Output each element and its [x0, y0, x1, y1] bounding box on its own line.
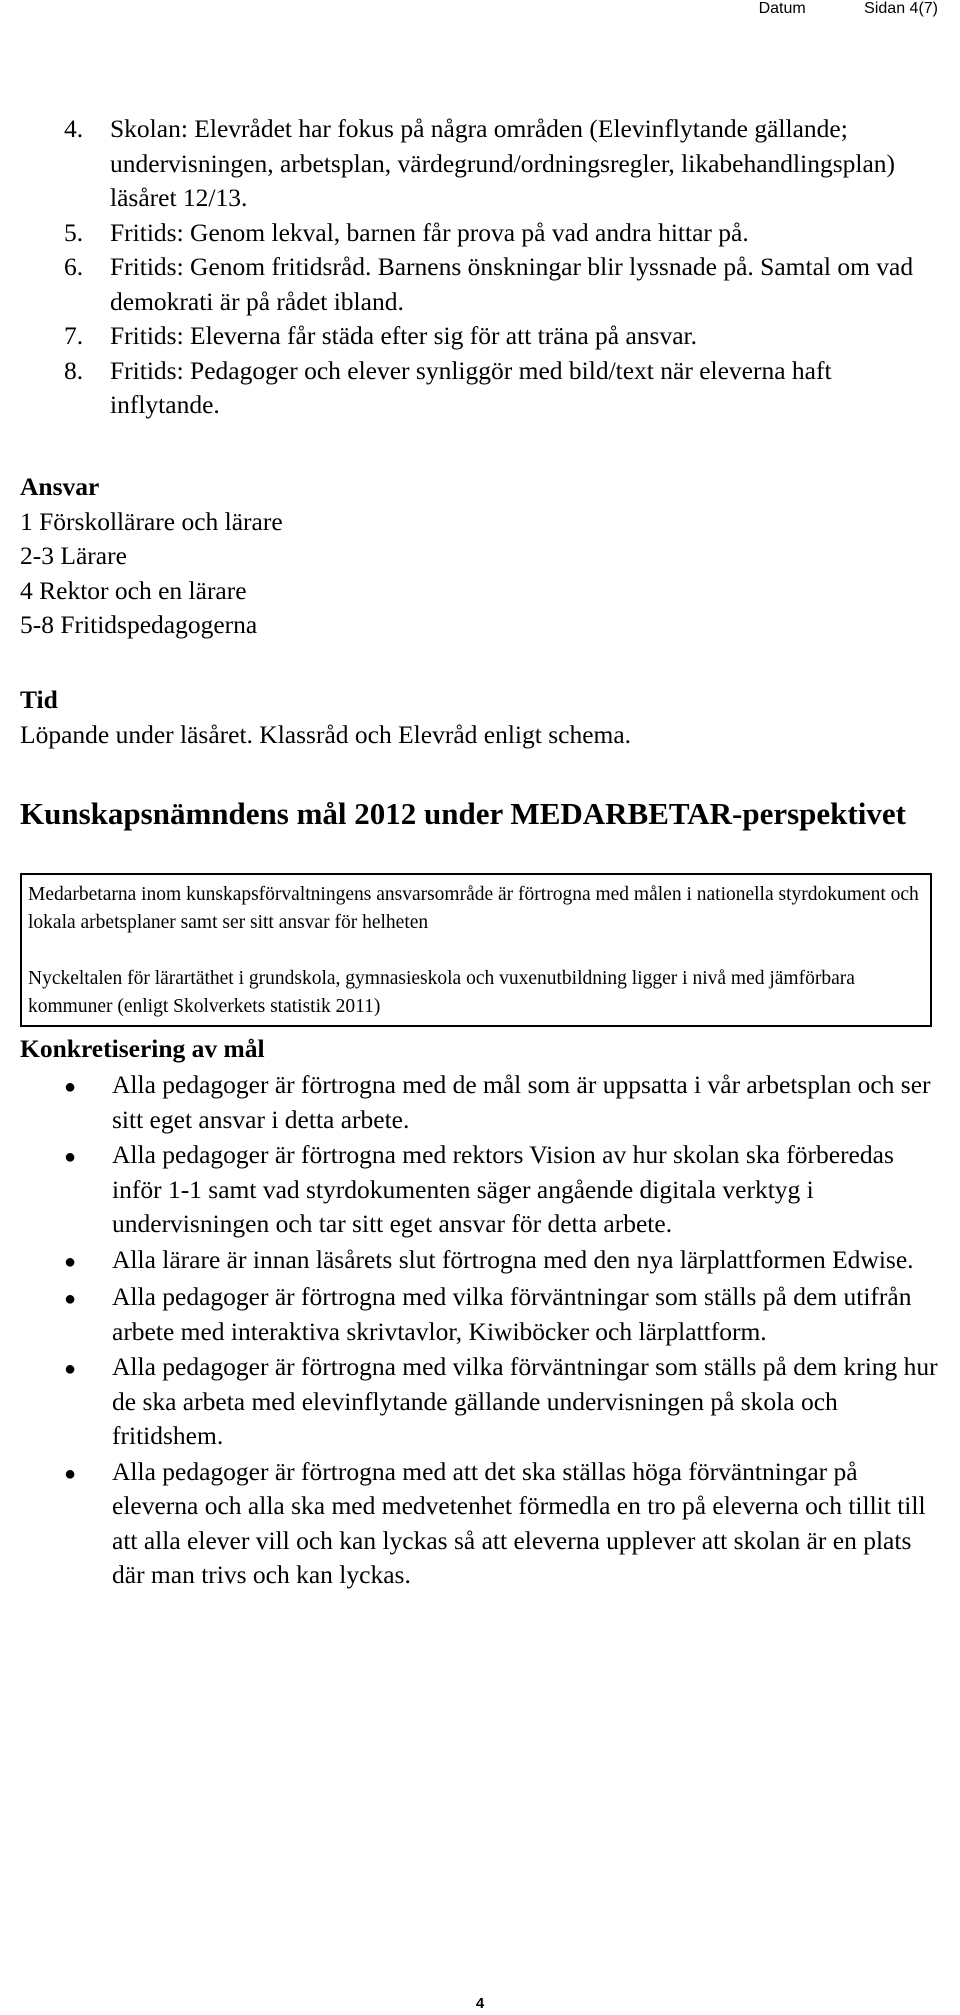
bullet-icon: ●	[64, 1076, 77, 1098]
goal-paragraph: Medarbetarna inom kunskapsförvaltningens ansvarsområde är förtrogna med målen i nationella styrdokument och lokala arbetsplaner samt ser sitt ansvar för helheten	[28, 884, 919, 933]
konkretisering-heading: Konkretisering av mål	[20, 1034, 265, 1063]
bullet-icon: ●	[64, 1288, 77, 1310]
numbered-item	[64, 216, 944, 251]
header-date: Datum	[758, 0, 806, 17]
ansvar-section	[20, 470, 283, 643]
item-text: Fritids: Genom lekval, barnen får prova på vad andra hittar på.	[110, 217, 749, 247]
list-item	[64, 1243, 944, 1280]
item-text: Skolan: Elevrådet har fokus på några områden (Elevinflytande gällande; undervisningen, arbetsplan, värdegrund/ordningsregler, likabehandlingsplan) läsåret 12/13.	[110, 114, 896, 212]
numbered-list	[64, 112, 944, 423]
bullet-icon: ●	[64, 1358, 77, 1380]
list-item-text: Alla lärare är innan läsårets slut förtrogna med den nya lärplattformen Edwise.	[112, 1244, 914, 1274]
bullet-icon: ●	[64, 1146, 77, 1168]
list-item-text: Alla pedagoger är förtrogna med vilka förväntningar som ställs på dem kring hur de ska arbeta med elevinflytande gällande undervisningen på skola och fritidshem.	[112, 1352, 938, 1450]
goal-box	[20, 873, 932, 1027]
kunskaps-heading: Kunskapsnämndens mål 2012 under MEDARBETAR-perspektivet	[20, 796, 906, 831]
list-item-text: Alla pedagoger är förtrogna med vilka förväntningar som ställs på dem utifrån arbete med interaktiva skrivtavlor, Kiwiböcker och lärplattform.	[112, 1282, 912, 1346]
list-item	[64, 1350, 944, 1454]
numbered-item	[64, 112, 944, 216]
goal-paragraph: Nyckeltalen för lärartäthet i grundskola, gymnasieskola och vuxenutbildning ligger i nivå med jämförbara kommuner (enligt Skolverkets statistik 2011)	[28, 968, 855, 1017]
list-item-text: Alla pedagoger är förtrogna med de mål som är uppsatta i vår arbetsplan och ser sitt eget ansvar i detta arbete.	[112, 1070, 931, 1134]
item-number: 7.	[64, 321, 84, 350]
bullet-icon: ●	[64, 1462, 77, 1485]
bullet-icon: ●	[64, 1250, 77, 1273]
ansvar-line: 4 Rektor och en lärare	[20, 575, 247, 605]
list-item	[64, 1455, 944, 1593]
item-text: Fritids: Eleverna får städa efter sig för att träna på ansvar.	[110, 321, 697, 350]
tid-line: Löpande under läsåret. Klassråd och Elevråd enligt schema.	[20, 719, 632, 749]
item-number: 8.	[64, 355, 84, 385]
header-page: Sidan 4(7)	[864, 0, 938, 17]
ansvar-line: 2-3 Lärare	[20, 541, 127, 570]
numbered-item	[64, 250, 944, 319]
list-item-text: Alla pedagoger är förtrogna med att det ska ställas höga förväntningar på eleverna och alla ska med medvetenhet förmedla en tro på eleverna och tillit till att alla elever vill och kan lyckas så att eleverna upplever att skolan är en plats där man trivs och kan lyckas.	[112, 1456, 926, 1589]
numbered-item	[64, 354, 944, 423]
ansvar-line: 5-8 Fritidspedagogerna	[20, 610, 258, 639]
item-text: Fritids: Pedagoger och elever synliggör med bild/text när eleverna haft inflytande.	[110, 355, 832, 419]
item-number: 4.	[64, 114, 84, 143]
list-item	[64, 1280, 944, 1349]
ansvar-heading: Ansvar	[20, 472, 100, 501]
page-number: 4	[475, 1995, 485, 2012]
numbered-item	[64, 319, 944, 354]
item-number: 6.	[64, 252, 84, 281]
list-item-text: Alla pedagoger är förtrogna med rektors Vision av hur skolan ska förberedas inför 1-1 samt vad styrdokumenten säger angående digitala verktyg i undervisningen och tar sitt eget ansvar för detta arbete.	[112, 1140, 894, 1238]
tid-heading: Tid	[20, 685, 58, 714]
item-text: Fritids: Genom fritidsråd. Barnens önskningar blir lyssnade på. Samtal om vad demokrati är på rådet ibland.	[110, 252, 914, 316]
list-item	[64, 1068, 944, 1137]
item-number: 5.	[64, 217, 84, 247]
list-item	[64, 1138, 944, 1242]
page-header	[705, 0, 938, 18]
konkretisering-list	[64, 1068, 944, 1594]
tid-section	[20, 683, 631, 752]
ansvar-line: 1 Förskollärare och lärare	[20, 506, 283, 536]
